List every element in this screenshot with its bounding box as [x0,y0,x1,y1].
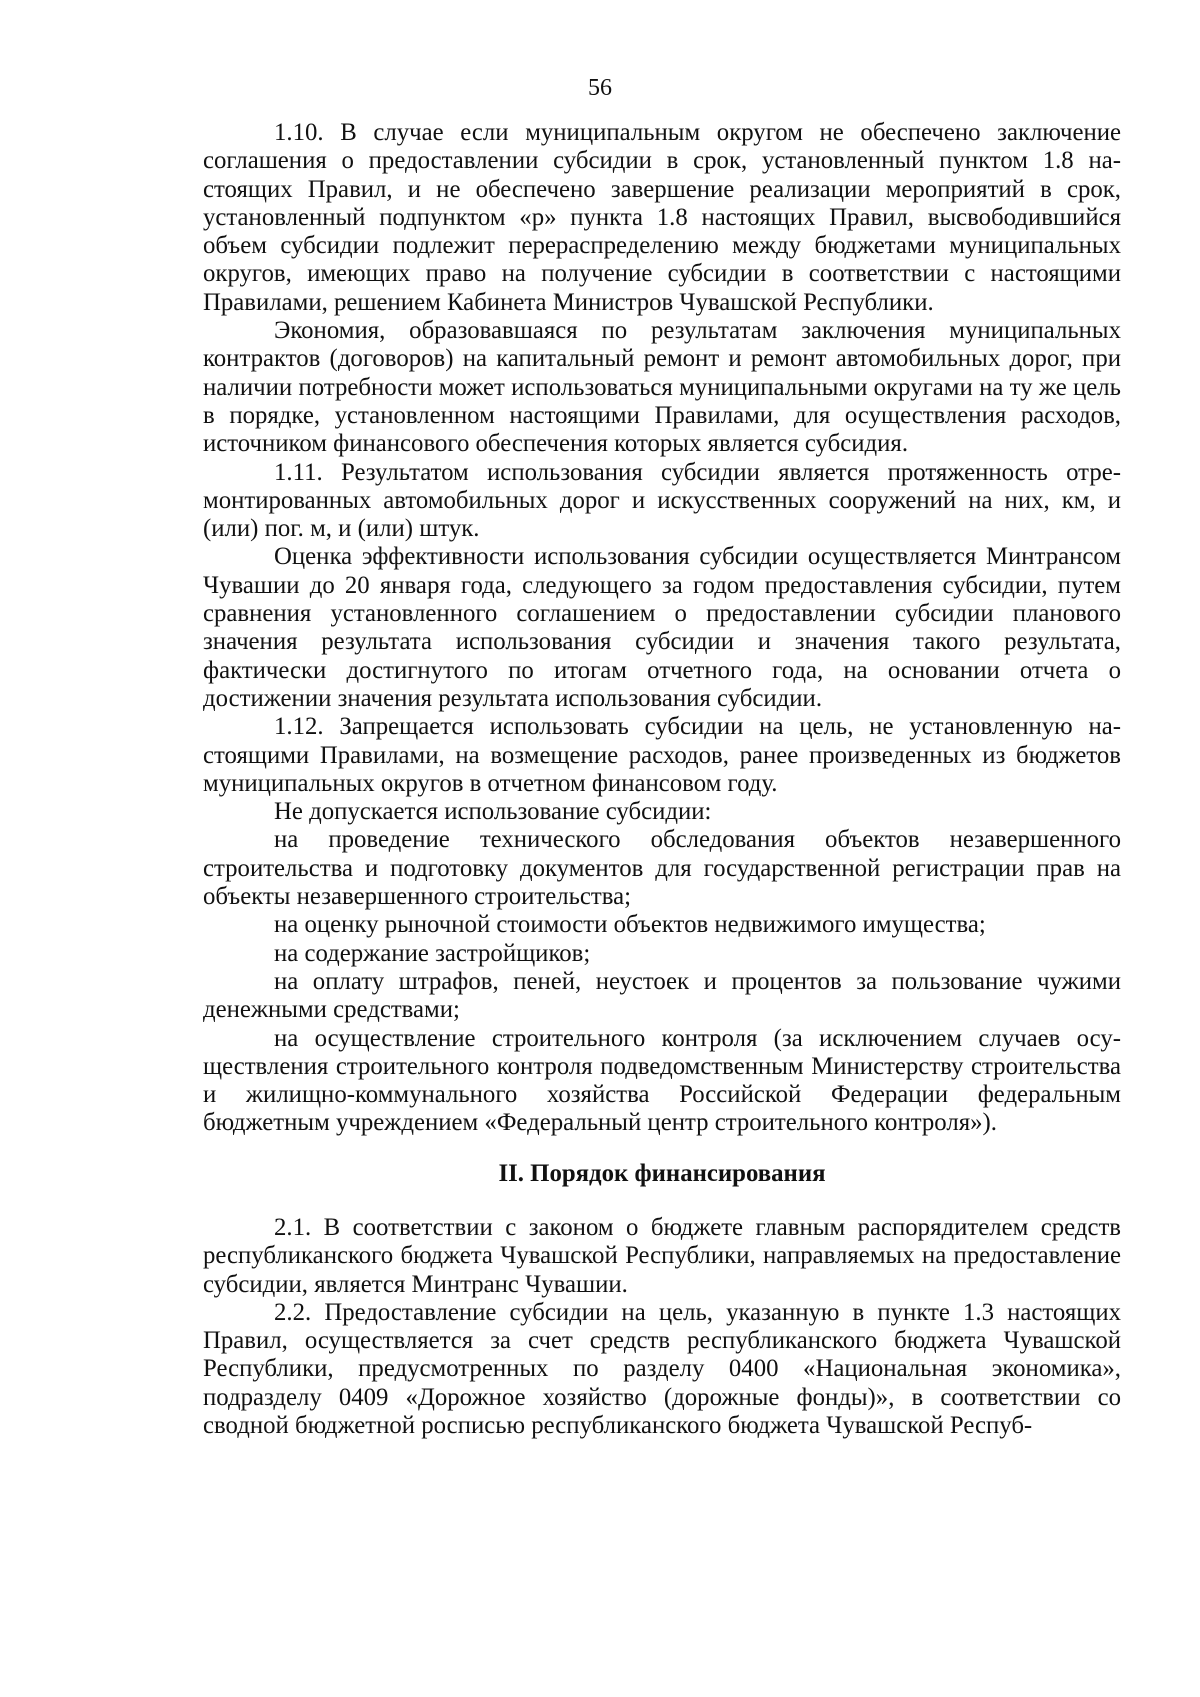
document-body [203,119,1121,1440]
paragraph-1-12: 1.12. Запрещается использовать субсидии на цель, не установленную настоящими Правилами, на возмещение расходов, ранее произведенных из бюджетов муниципальных округов в отчетном финансовом году. [203,713,1121,797]
paragraph-2-1: 2.1. В соответствии с законом о бюджете главным распорядителем средств республиканского бюджета Чувашской Республики, направляемых на предоставление субсидии, является Минтранс Чувашии. [203,1213,1121,1298]
section-heading: II. Порядок финансирования [498,1159,826,1187]
paragraph-1-10: 1.10. В случае если муниципальным округом не обеспечено заключение соглашения о предоставлении субсидии в срок, установленный пунктом 1.8 настоящих Правил, и не обеспечено завершение реализации мероприятий в срок, установленный подпунктом «р» пункта 1.8 настоящих Правил, высвободившийся объем субсидии подлежит перераспределению между бюджетами муниципальных округов, имеющих право на получение субсидии в соответствии с настоящими Правилами, решением Кабинета Министров Чувашской Республики. [203,119,1121,316]
page-number: 56 [588,75,612,101]
paragraph-efficiency: Оценка эффективности использования субсидии осуществляется Минтрансом Чувашии до 20 января года, следующего за годом предоставления субсидии, путем сравнения установленного соглашением о предоставлении субсидии планового значения результата использования субсидии и значения такого результата, фактически достигнутого по итогам отчетного года, на основании отчета о достижении значения результата использования субсидии. [203,543,1121,712]
paragraph-savings: Экономия, образовавшаяся по результатам заключения муниципальных контрактов (договоров) на капитальный ремонт и ремонт автомобильных дорог, при наличии потребности может использоваться муниципальными округами на ту же цель в порядке, установленном настоящими Правилами, для осуществления расходов, источником финансового обеспечения которых является субсидия. [203,317,1121,458]
list-item-developers: на содержание застройщиков; [274,939,591,967]
list-item-fines: на оплату штрафов, пеней, неустоек и процентов за пользование чужими денежными средствами; [203,967,1121,1024]
paragraph-1-11: 1.11. Результатом использования субсидии является протяженность отремонтированных автомобильных дорог и искусственных сооружений на них, км, и (или) пог. м, и (или) штук. [203,458,1121,543]
list-item-valuation: на оценку рыночной стоимости объектов недвижимого имущества; [274,911,986,939]
list-item-construction-control: на осуществление строительного контроля (за исключением случаев осуществления строительного контроля подведомственным Министерству строительства и жилищно-коммунального хозяйства Российской Федерации федеральным бюджетным учреждением «Федеральный центр строительного контроля»). [203,1024,1121,1137]
list-item-inspection: на проведение технического обследования объектов незавершенного строительства и подготовку документов для государственной регистрации прав на объекты незавершенного строительства; [203,826,1121,911]
paragraph-2-2: 2.2. Предоставление субсидии на цель, указанную в пункте 1.3 настоящих Правил, осуществляется за счет средств республиканского бюджета Чувашской Республики, предусмотренных по разделу 0400 «Национальная экономика», подразделу 0409 «Дорожное хозяйство (дорожные фонды)», в соответствии со сводной бюджетной росписью республиканского бюджета Чувашской Респуб- [203,1298,1121,1440]
paragraph-not-allowed: Не допускается использование субсидии: [274,798,712,826]
